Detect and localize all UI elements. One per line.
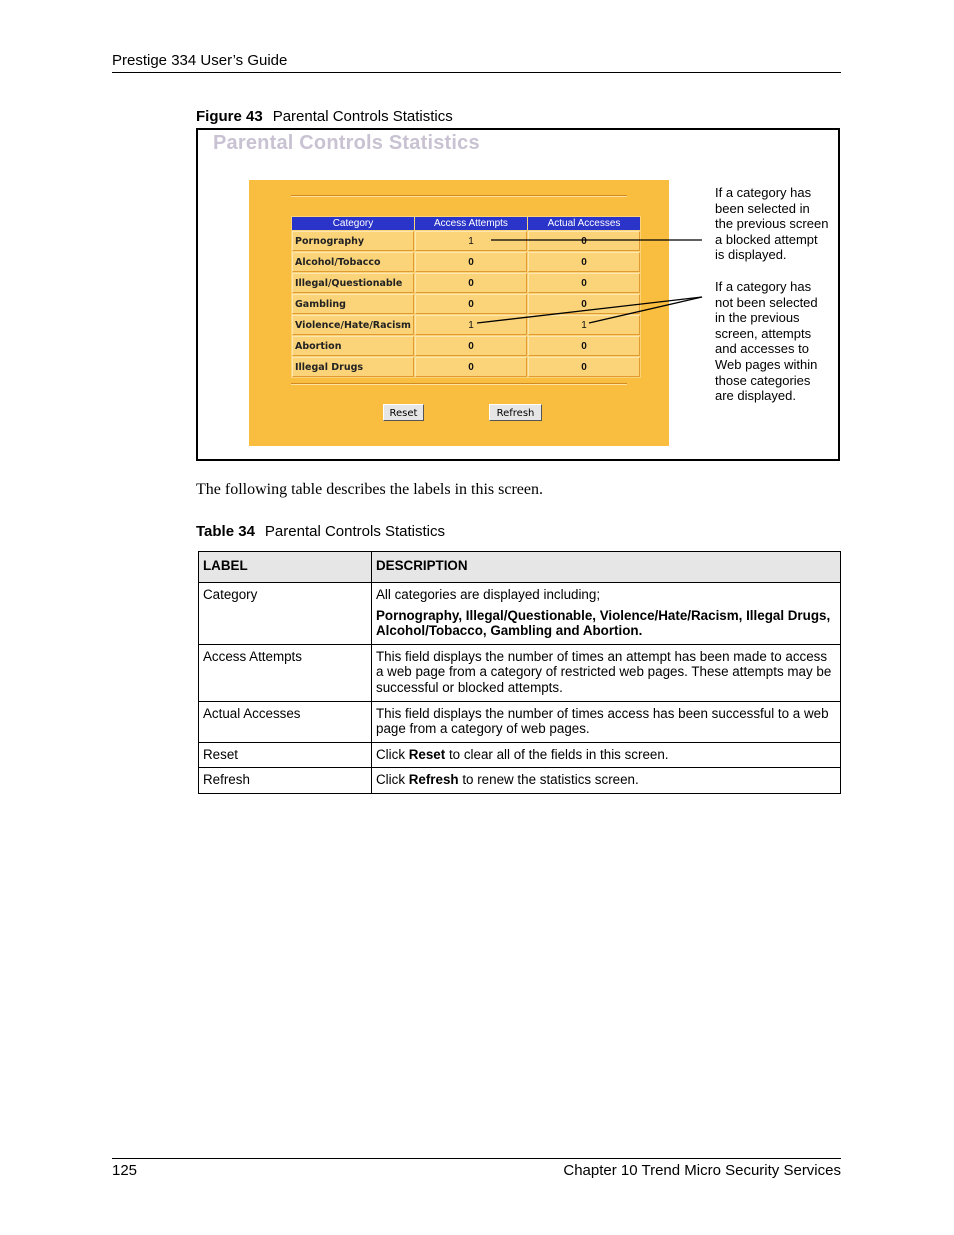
table-title: Parental Controls Statistics xyxy=(264,523,445,540)
table-row xyxy=(199,768,841,794)
callout-note-blocked: If a category has been selected in the previous screen a blocked attempt is displayed. xyxy=(715,185,829,263)
category-cell: Abortion xyxy=(292,336,414,356)
accesses-cell: 0 xyxy=(528,231,640,251)
row-label: Category xyxy=(199,583,372,645)
column-header-category: Category xyxy=(292,217,414,230)
callout-line-attempts xyxy=(477,297,702,323)
category-cell: Illegal Drugs xyxy=(292,357,414,377)
callout-note-not-selected: If a category has not been selected in the previous screen, attempts and accesses to Web pages within those categories are displayed. xyxy=(715,279,818,404)
category-cell: Violence/Hate/Racism xyxy=(292,315,414,335)
callout-line-accesses xyxy=(589,297,702,323)
attempts-cell: 0 xyxy=(415,357,527,377)
table-row xyxy=(199,701,841,742)
accesses-cell: 1 xyxy=(528,315,640,335)
row-label: Access Attempts xyxy=(199,644,372,701)
accesses-cell: 0 xyxy=(528,336,640,356)
figure-title: Parental Controls Statistics xyxy=(272,108,453,125)
reset-button[interactable]: Reset xyxy=(383,404,424,421)
page-number: 125 xyxy=(112,1162,138,1179)
row-description: Click Refresh to renew the statistics screen. xyxy=(372,768,841,794)
category-cell: Alcohol/Tobacco xyxy=(292,252,414,272)
description-header: DESCRIPTION xyxy=(372,552,841,583)
panel-title: Parental Controls Statistics xyxy=(213,132,480,154)
category-cell: Pornography xyxy=(292,231,414,251)
intro-paragraph: The following table describes the labels in this screen. xyxy=(196,481,544,498)
accesses-cell: 0 xyxy=(528,273,640,293)
table-row xyxy=(199,583,841,645)
attempts-cell: 0 xyxy=(415,294,527,314)
row-label: Refresh xyxy=(199,768,372,794)
column-header-actual-accesses: Actual Accesses xyxy=(528,217,640,230)
description-table xyxy=(198,551,841,794)
footer-divider xyxy=(112,1158,841,1159)
accesses-cell: 0 xyxy=(528,252,640,272)
running-header: Prestige 334 User’s Guide xyxy=(112,52,288,69)
chapter-title: Chapter 10 Trend Micro Security Services xyxy=(563,1162,841,1179)
row-description: This field displays the number of times access has been successful to a web page from a category of web pages. xyxy=(372,701,841,742)
attempts-cell: 0 xyxy=(415,273,527,293)
row-description: All categories are displayed including; Pornography, Illegal/Questionable, Violence/Hate/Racism, Illegal Drugs, Alcohol/Tobacco, Gambling and Abortion. xyxy=(372,583,841,645)
table-header-row xyxy=(199,552,841,583)
category-cell: Gambling xyxy=(292,294,414,314)
accesses-cell: 0 xyxy=(528,294,640,314)
table-row xyxy=(199,644,841,701)
label-header: LABEL xyxy=(199,552,372,583)
attempts-cell: 1 xyxy=(415,231,527,251)
figure-label: Figure 43 xyxy=(196,108,263,125)
category-cell: Illegal/Questionable xyxy=(292,273,414,293)
refresh-button[interactable]: Refresh xyxy=(489,404,542,421)
attempts-cell: 0 xyxy=(415,336,527,356)
attempts-cell: 0 xyxy=(415,252,527,272)
table-label: Table 34 xyxy=(196,523,255,540)
column-header-access-attempts: Access Attempts xyxy=(415,217,527,230)
accesses-cell: 0 xyxy=(528,357,640,377)
table-row xyxy=(199,742,841,768)
row-description: Click Reset to clear all of the fields in this screen. xyxy=(372,742,841,768)
row-label: Reset xyxy=(199,742,372,768)
row-description: This field displays the number of times an attempt has been made to access a web page from a category of restricted web pages. These attempts may be successful or blocked attempts. xyxy=(372,644,841,701)
table-caption xyxy=(196,523,445,540)
attempts-cell: 1 xyxy=(415,315,527,335)
row-label: Actual Accesses xyxy=(199,701,372,742)
